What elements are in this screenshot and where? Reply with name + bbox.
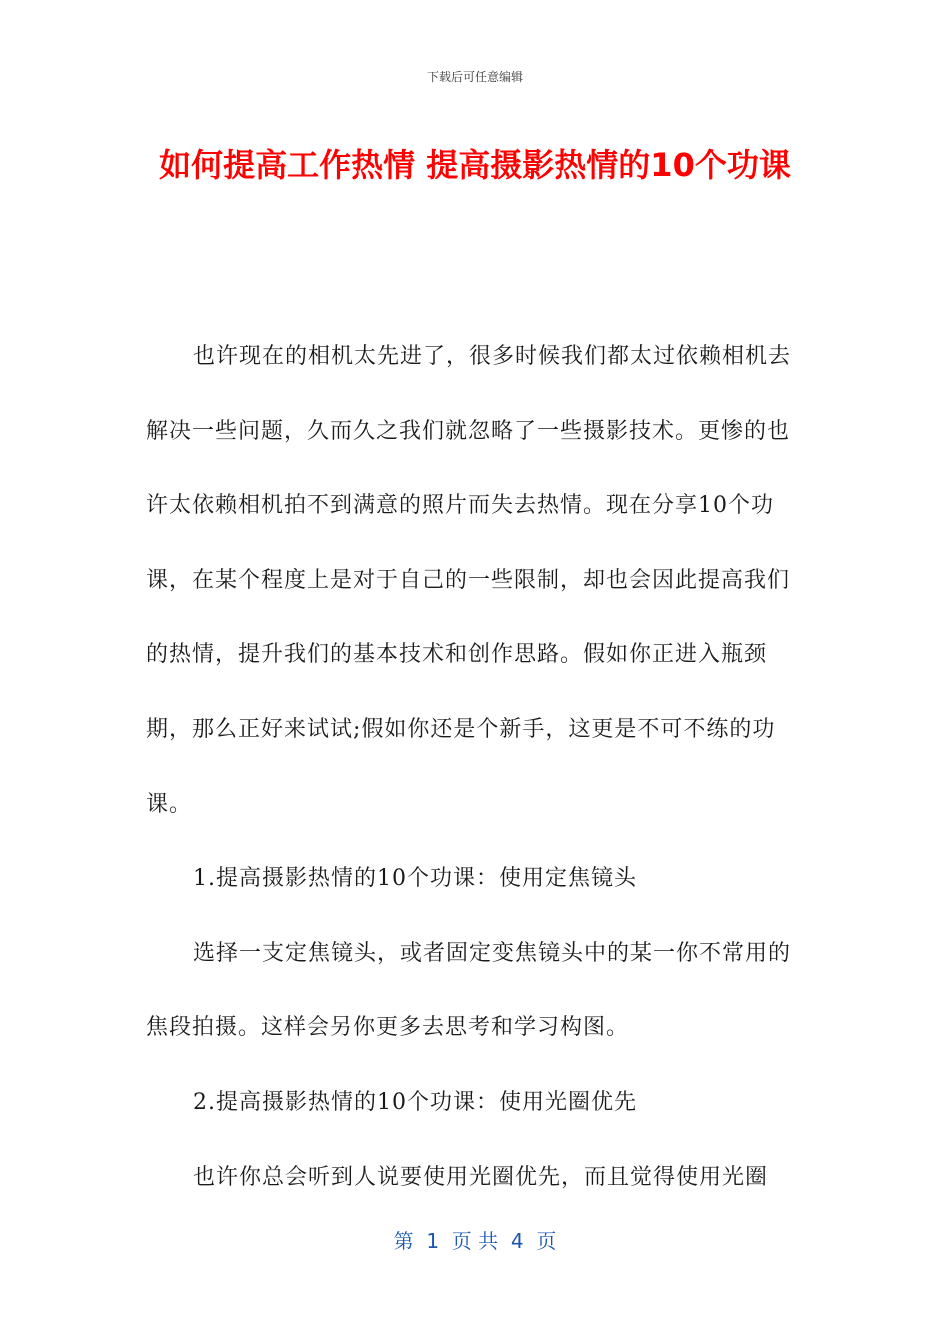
section-heading-1: 1.提高摄影热情的10个功课：使用定焦镜头	[193, 866, 637, 892]
paragraph-2: 也许你总会听到人说要使用光圈优先，而且觉得使用光圈	[193, 1164, 769, 1190]
document-title: 如何提高工作热情 提高摄影热情的10个功课	[159, 146, 791, 184]
paragraph-intro: 也许现在的相机太先进了，很多时候我们都太过依赖相机去解决一些问题，久而久之我们就忽略了一些摄影技术。更惨的也许太依赖相机拍不到满意的照片而失去热情。现在分享10个功课，在某个程度上是对于自己的一些限制，却也会因此提高我们的热情，提升我们的基本技术和创作思路。假如你正进入瓶颈期，那么正好来试试;假如你还是个新手，这更是不可不练的功课。	[146, 344, 792, 817]
page-footer: 第 1 页 共 4 页	[393, 1229, 557, 1253]
section-heading-2: 2.提高摄影热情的10个功课：使用光圈优先	[193, 1089, 637, 1115]
paragraph-1: 选择一支定焦镜头，或者固定变焦镜头中的某一你不常用的焦段拍摄。这样会另你更多去思考和学习构图。	[146, 940, 792, 1041]
document-body	[146, 320, 806, 1215]
header-note: 下载后可任意编辑	[426, 70, 523, 84]
